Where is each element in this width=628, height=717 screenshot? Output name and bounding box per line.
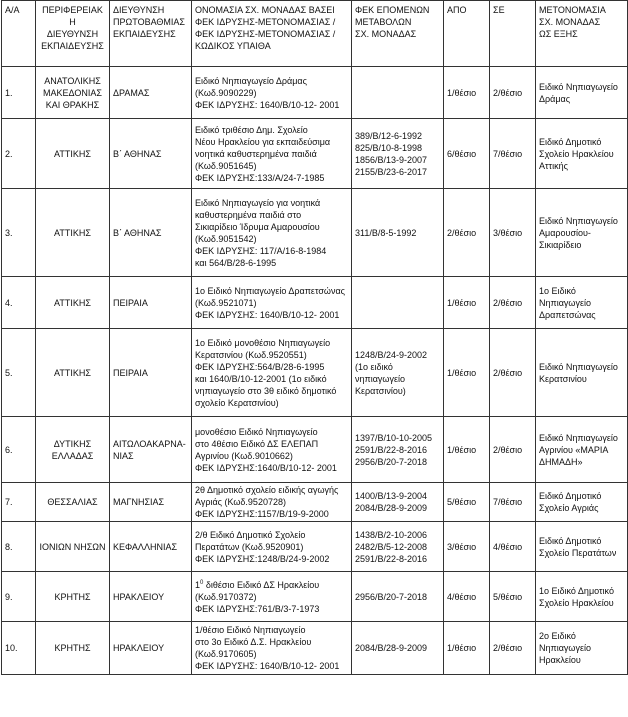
cell-name-line: 1/θέσιο Ειδικό Νηπιαγωγείο <box>195 625 306 635</box>
cell-region <box>36 417 110 483</box>
cell-fek-line: 1856/Β/13-9-2007 <box>355 154 428 165</box>
cell-fek <box>352 417 444 483</box>
table-row <box>2 119 628 189</box>
cell-directorate-line: ΔΡΑΜΑΣ <box>113 87 150 98</box>
cell-aa-text: 8. <box>5 541 13 552</box>
header-directorate-line: ΔΙΕΥΘΥΝΣΗ <box>113 5 165 15</box>
cell-region-line: ΑΤΤΙΚΗΣ <box>54 297 91 308</box>
cell-se <box>490 119 536 189</box>
cell-se-text: 7/θέσιο <box>493 148 523 159</box>
cell-name-line: ΦΕΚ ΙΔΡΥΣΗΣ:761/Β/3-7-1973 <box>195 603 320 614</box>
cell-rename <box>536 189 628 277</box>
cell-se <box>490 67 536 119</box>
cell-name-line: 1ο Ειδικό μονοθέσιο Νηπιαγωγείο <box>195 337 331 348</box>
cell-fek <box>352 622 444 675</box>
cell-directorate-line: ΠΕΙΡΑΙΑ <box>113 297 148 308</box>
cell-name-line: στο 3ο Ειδικό Δ.Σ. Ηρακλείου <box>195 637 312 647</box>
cell-rename-line: ΔΗΜΑΔΗ» <box>539 456 583 467</box>
header-apo: ΑΠΟ <box>444 1 490 67</box>
cell-directorate <box>110 189 192 277</box>
cell-name-line: (Κωδ.9051645) <box>195 160 257 171</box>
cell-se-text: 7/θέσιο <box>493 497 523 507</box>
table-row <box>2 622 628 675</box>
cell-fek <box>352 329 444 417</box>
cell-directorate <box>110 483 192 522</box>
table-body <box>2 67 628 675</box>
cell-name-line: νοητικά καθυστερημένα παιδιά <box>195 148 317 159</box>
cell-rename-line: Ειδικό Νηπιαγωγείο <box>539 81 618 92</box>
header-se: ΣΕ <box>490 1 536 67</box>
cell-apo-text: 1/θέσιο <box>447 367 477 378</box>
cell-region <box>36 277 110 329</box>
header-name-line: ΟΝΟΜΑΣΙΑ ΣΧ. ΜΟΝΑΔΑΣ ΒΑΣΕΙ <box>195 5 335 15</box>
cell-directorate <box>110 622 192 675</box>
header-name-line: ΦΕΚ ΙΔΡΥΣΗΣ-ΜΕΤΟΝΟΜΑΣΙΑΣ / <box>195 29 336 39</box>
header-rename-line: ΜΕΤΟΝΟΜΑΣΙΑ <box>539 5 606 15</box>
cell-name-line: ΦΕΚ ΙΔΡΥΣΗΣ: 1640/Β/10-12- 2001 <box>195 99 340 110</box>
cell-name <box>192 483 352 522</box>
cell-directorate <box>110 329 192 417</box>
cell-rename-line: Ειδικό Δημοτικό <box>539 136 602 147</box>
cell-name-line: 1ο Ειδικό Νηπιαγωγείο Δραπετσώνας <box>195 285 345 296</box>
cell-se-text: 3/θέσιο <box>493 227 523 238</box>
cell-directorate <box>110 67 192 119</box>
cell-region <box>36 189 110 277</box>
cell-name-line: Κερατσινίου (Κωδ.9520551) <box>195 349 307 360</box>
cell-fek-line: 1400/Β/13-9-2004 <box>355 491 428 501</box>
cell-name <box>192 119 352 189</box>
cell-aa <box>2 329 36 417</box>
cell-rename <box>536 483 628 522</box>
cell-aa <box>2 483 36 522</box>
cell-fek-line: 825/Β/10-8-1998 <box>355 142 423 153</box>
cell-fek-line: 311/Β/8-5-1992 <box>355 227 417 238</box>
cell-rename-line: 1ο Ειδικό <box>539 285 576 296</box>
cell-rename <box>536 522 628 572</box>
cell-directorate <box>110 572 192 622</box>
cell-fek-line: 2591/Β/22-8-2016 <box>355 553 428 564</box>
cell-apo-text: 1/θέσιο <box>447 297 477 308</box>
cell-region-line: ΚΡΗΤΗΣ <box>54 591 91 602</box>
cell-region-line: ΕΛΛΑΔΑΣ <box>51 450 94 461</box>
cell-aa <box>2 67 36 119</box>
cell-fek-line: 2155/Β/23-6-2017 <box>355 166 428 177</box>
header-fek <box>352 1 444 67</box>
cell-name-line: 2/θ Ειδικό Δημοτικό Σχολείο <box>195 529 306 540</box>
cell-directorate-line: ΠΕΙΡΑΙΑ <box>113 367 148 378</box>
cell-name-line <box>195 579 348 591</box>
header-fek-line: ΜΕΤΑΒΟΛΩΝ <box>355 17 412 27</box>
cell-rename-line: 2ο Ειδικό <box>539 631 576 641</box>
cell-region <box>36 622 110 675</box>
header-name <box>192 1 352 67</box>
cell-name-line: Νέου Ηρακλείου για εκπαιδεύσιμα <box>195 136 331 147</box>
cell-apo <box>444 417 490 483</box>
cell-apo-text: 2/θέσιο <box>447 227 477 238</box>
cell-apo-text: 1/θέσιο <box>447 643 477 653</box>
cell-rename-line: Δραπετσώνας <box>539 309 596 320</box>
cell-rename-line: Νηπιαγωγείο <box>539 297 591 308</box>
cell-apo <box>444 67 490 119</box>
table-row <box>2 572 628 622</box>
cell-se <box>490 189 536 277</box>
cell-apo-text: 4/θέσιο <box>447 591 477 602</box>
cell-directorate-line: ΝΙΑΣ <box>113 450 134 461</box>
table-row <box>2 417 628 483</box>
cell-rename <box>536 119 628 189</box>
cell-name-line: νηπιαγωγείο στο 3θ ειδικό δημοτικό <box>195 385 337 396</box>
cell-aa <box>2 417 36 483</box>
cell-rename-line: Σικιαρίδειο <box>539 239 582 250</box>
cell-name-number: 1 <box>195 579 201 590</box>
cell-rename-line: Σχολείο Περατάτων <box>539 547 617 558</box>
cell-se <box>490 417 536 483</box>
cell-apo <box>444 329 490 417</box>
cell-name-line: (Κωδ.9051542) <box>195 233 257 244</box>
cell-apo <box>444 622 490 675</box>
cell-name-line: (Κωδ.9170372) <box>195 591 257 602</box>
cell-rename <box>536 622 628 675</box>
cell-fek-line: νηπιαγωγείο <box>355 373 405 384</box>
cell-name <box>192 277 352 329</box>
cell-aa-text: 4. <box>5 297 13 308</box>
cell-name <box>192 522 352 572</box>
cell-name <box>192 329 352 417</box>
cell-name-line: Αγριάς (Κωδ.9520728) <box>195 497 286 507</box>
cell-region-line: ΚΑΙ ΘΡΑΚΗΣ <box>45 99 100 110</box>
cell-aa <box>2 119 36 189</box>
cell-fek-line: 1248/Β/24-9-2002 <box>355 349 428 360</box>
cell-apo-text: 1/θέσιο <box>447 444 477 455</box>
cell-region-line: ΜΑΚΕΔΟΝΙΑΣ <box>43 87 102 98</box>
cell-region-line: ΘΕΣΣΑΛΙΑΣ <box>47 497 98 507</box>
cell-apo-text: 5/θέσιο <box>447 497 477 507</box>
cell-aa-text: 9. <box>5 591 13 602</box>
cell-rename-line: Ειδικό Νηπιαγωγείο <box>539 432 618 443</box>
header-region-line: ΠΕΡΙΦΕΡΕΙΑΚΗ <box>42 5 103 27</box>
cell-fek <box>352 189 444 277</box>
cell-directorate-line: ΜΑΓΝΗΣΙΑΣ <box>113 497 165 507</box>
header-directorate-line: ΕΚΠΑΙΔΕΥΣΗΣ <box>113 29 176 39</box>
cell-region-line: ΑΝΑΤΟΛΙΚΗΣ <box>44 75 101 86</box>
cell-fek <box>352 483 444 522</box>
cell-fek-line: 2084/Β/28-9-2009 <box>355 643 428 653</box>
table-row <box>2 329 628 417</box>
header-rename <box>536 1 628 67</box>
cell-region-line: ΙΟΝΙΩΝ ΝΗΣΩΝ <box>39 541 106 552</box>
cell-directorate-line: ΚΕΦΑΛΛΗΝΙΑΣ <box>113 541 178 552</box>
cell-name-line: Αγρινίου (Κωδ.9010662) <box>195 450 293 461</box>
header-region-line: ΕΚΠΑΙΔΕΥΣΗΣ <box>41 41 104 51</box>
header-fek-line: ΦΕΚ ΕΠΟΜΕΝΩΝ <box>355 5 430 15</box>
cell-region <box>36 483 110 522</box>
cell-fek <box>352 572 444 622</box>
cell-apo <box>444 119 490 189</box>
cell-region <box>36 522 110 572</box>
cell-name-line: (Κωδ.9170605) <box>195 649 257 659</box>
cell-apo-text: 6/θέσιο <box>447 148 477 159</box>
cell-fek-line: 389/Β/12-6-1992 <box>355 130 423 141</box>
cell-apo <box>444 483 490 522</box>
cell-directorate <box>110 522 192 572</box>
cell-aa <box>2 522 36 572</box>
cell-fek-line: 2956/Β/20-7-2018 <box>355 591 428 602</box>
cell-rename-line: Νηπιαγωγείο <box>539 643 591 653</box>
cell-fek-line: 2482/Β/5-12-2008 <box>355 541 428 552</box>
cell-region <box>36 572 110 622</box>
cell-se-text: 4/θέσιο <box>493 541 523 552</box>
cell-rename-line: Αγρινίου «ΜΑΡΙΑ <box>539 444 609 455</box>
header-rename-line: ΣΧ. ΜΟΝΑΔΑΣ <box>539 17 601 27</box>
cell-fek <box>352 522 444 572</box>
header-directorate <box>110 1 192 67</box>
cell-apo <box>444 277 490 329</box>
header-name-line: ΦΕΚ ΙΔΡΥΣΗΣ-ΜΕΤΟΝΟΜΑΣΙΑΣ / <box>195 17 336 27</box>
cell-rename-line: Αττικής <box>539 160 568 171</box>
cell-se <box>490 483 536 522</box>
cell-name-line: Ειδικό τριθέσιο Δημ. Σχολείο <box>195 124 308 135</box>
cell-apo <box>444 572 490 622</box>
header-row <box>2 1 628 67</box>
cell-fek-line: 2956/Β/20-7-2018 <box>355 456 428 467</box>
header-rename-line: ΩΣ ΕΞΗΣ <box>539 29 578 39</box>
cell-region-line: ΑΤΤΙΚΗΣ <box>54 367 91 378</box>
cell-name-line: Ειδικό Νηπιαγωγείο Δράμας <box>195 75 307 86</box>
cell-rename <box>536 417 628 483</box>
cell-rename-line: 1ο Ειδικό Δημοτικό <box>539 585 614 596</box>
cell-fek-line: 2084/Β/28-9-2009 <box>355 503 428 513</box>
cell-region-line: ΑΤΤΙΚΗΣ <box>54 227 91 238</box>
header-directorate-line: ΠΡΩΤΟΒΑΘΜΙΑΣ <box>113 17 185 27</box>
cell-rename-line: Σχολείο Αγριάς <box>539 503 599 513</box>
cell-se-text: 2/θέσιο <box>493 444 523 455</box>
cell-name <box>192 622 352 675</box>
cell-se <box>490 622 536 675</box>
cell-region-line: ΔΥΤΙΚΗΣ <box>53 438 92 449</box>
cell-region <box>36 329 110 417</box>
cell-aa-text: 10. <box>5 643 18 653</box>
cell-apo <box>444 189 490 277</box>
cell-aa <box>2 572 36 622</box>
table-row <box>2 67 628 119</box>
cell-aa <box>2 189 36 277</box>
table-row <box>2 277 628 329</box>
cell-rename <box>536 572 628 622</box>
cell-se <box>490 277 536 329</box>
cell-rename-line: Σχολείο Ηρακλείου <box>539 597 614 608</box>
cell-rename-line: Ειδικό Δημοτικό <box>539 491 602 501</box>
cell-apo-text: 3/θέσιο <box>447 541 477 552</box>
cell-name-line: ΦΕΚ ΙΔΡΥΣΗΣ:1248/Β/24-9-2002 <box>195 553 330 564</box>
cell-directorate-line: ΑΙΤΩΛΟΑΚΑΡΝΑ- <box>113 438 186 449</box>
cell-fek <box>352 67 444 119</box>
cell-name <box>192 572 352 622</box>
cell-aa <box>2 277 36 329</box>
cell-name-ordinal: 0 <box>200 579 204 586</box>
cell-directorate-line: ΗΡΑΚΛΕΙΟΥ <box>113 591 165 602</box>
cell-name-line: ΦΕΚ ΙΔΡΥΣΗΣ: 117/Α/16-8-1984 <box>195 245 327 256</box>
header-fek-line: ΣΧ. ΜΟΝΑΔΑΣ <box>355 29 417 39</box>
cell-region-line: ΑΤΤΙΚΗΣ <box>54 148 91 159</box>
cell-se-text: 2/θέσιο <box>493 87 523 98</box>
cell-directorate <box>110 277 192 329</box>
cell-fek-line: (1ο ειδικό <box>355 361 393 372</box>
cell-directorate <box>110 417 192 483</box>
cell-apo <box>444 522 490 572</box>
cell-se-text: 5/θέσιο <box>493 591 523 602</box>
cell-name-line: ΦΕΚ ΙΔΡΥΣΗΣ: 1640/Β/10-12- 2001 <box>195 309 340 320</box>
cell-fek-line: Κερατσινίου) <box>355 385 406 396</box>
cell-name-line: μονοθέσιο Ειδικό Νηπιαγωγείο <box>195 426 318 437</box>
cell-directorate-line: Β΄ ΑΘΗΝΑΣ <box>113 148 162 159</box>
cell-fek-line: 1397/Β/10-10-2005 <box>355 432 433 443</box>
cell-rename-line: Ειδικό Νηπιαγωγείο <box>539 361 618 372</box>
cell-region-line: ΚΡΗΤΗΣ <box>54 643 91 653</box>
cell-rename-line: Σχολείο Ηρακλείου <box>539 148 614 159</box>
cell-name-line: Σικιαρίδειο Ίδρυμα Αμαρουσίου <box>195 221 320 232</box>
cell-rename-line: Αμαρουσίου- <box>539 227 591 238</box>
cell-name-line: και 564/Β/28-6-1995 <box>195 257 277 268</box>
cell-name-line: ΦΕΚ ΙΔΡΥΣΗΣ: 1640/Β/10-12- 2001 <box>195 661 340 671</box>
header-name-line: ΚΩΔΙΚΟΣ ΥΠΑΙΘΑ <box>195 41 271 51</box>
header-region-line: ΔΙΕΥΘΥΝΣΗ <box>46 29 99 39</box>
cell-rename-line: Δράμας <box>539 93 571 104</box>
cell-aa-text: 1. <box>5 87 13 98</box>
table-row <box>2 522 628 572</box>
cell-aa-text: 2. <box>5 148 13 159</box>
table-row <box>2 189 628 277</box>
cell-rename <box>536 329 628 417</box>
cell-name-line: ΦΕΚ ΙΔΡΥΣΗΣ:133/Α/24-7-1985 <box>195 172 325 183</box>
cell-fek <box>352 119 444 189</box>
cell-name-line: (Κωδ.9521071) <box>195 297 257 308</box>
cell-directorate <box>110 119 192 189</box>
cell-rename-line: Ειδικό Νηπιαγωγείο <box>539 215 618 226</box>
cell-se-text: 2/θέσιο <box>493 643 523 653</box>
cell-aa <box>2 622 36 675</box>
cell-region <box>36 119 110 189</box>
cell-aa-text: 6. <box>5 444 13 455</box>
cell-name-rest: διθέσιο Ειδικό ΔΣ Ηρακλείου <box>203 579 320 590</box>
cell-fek-line: 1438/Β/2-10-2006 <box>355 529 428 540</box>
cell-name-line: σχολείο Κερατσινίου) <box>195 397 279 408</box>
cell-se <box>490 329 536 417</box>
table-row <box>2 483 628 522</box>
cell-name-line: ΦΕΚ ΙΔΡΥΣΗΣ:1640/Β/10-12- 2001 <box>195 462 337 473</box>
cell-rename-line: Ηρακλείου <box>539 655 581 665</box>
cell-se <box>490 522 536 572</box>
header-aa: Α/Α <box>2 1 36 67</box>
cell-name <box>192 417 352 483</box>
cell-rename-line: Κερατσινίου <box>539 373 587 384</box>
cell-directorate-line: ΗΡΑΚΛΕΙΟΥ <box>113 643 165 653</box>
cell-name-line: 2θ Δημοτικό σχολείο ειδικής αγωγής <box>195 485 339 495</box>
cell-aa-text: 3. <box>5 227 13 238</box>
cell-fek <box>352 277 444 329</box>
cell-rename <box>536 277 628 329</box>
cell-rename <box>536 67 628 119</box>
cell-region <box>36 67 110 119</box>
cell-name-line: στο 4θέσιο Ειδικό ΔΣ ΕΛΕΠΑΠ <box>195 438 319 449</box>
cell-name-line: και 1640/Β/10-12-2001 (1ο ειδικό <box>195 373 327 384</box>
cell-name <box>192 67 352 119</box>
header-region <box>36 1 110 67</box>
cell-name-line: Ειδικό Νηπιαγωγείο για νοητικά <box>195 197 321 208</box>
cell-fek-line: 2591/Β/22-8-2016 <box>355 444 428 455</box>
cell-name-line: ΦΕΚ ΙΔΡΥΣΗΣ:1157/Β/19-9-2000 <box>195 509 329 519</box>
rename-table <box>1 0 628 675</box>
cell-se-text: 2/θέσιο <box>493 297 523 308</box>
cell-name-line: (Κωδ.9090229) <box>195 87 257 98</box>
cell-apo-text: 1/θέσιο <box>447 87 477 98</box>
cell-rename-line: Ειδικό Δημοτικό <box>539 535 602 546</box>
cell-aa-text: 7. <box>5 497 13 507</box>
cell-se-text: 2/θέσιο <box>493 367 523 378</box>
cell-se <box>490 572 536 622</box>
cell-name-line: καθυστερημένα παιδιά στο <box>195 209 302 220</box>
cell-name-line: ΦΕΚ ΙΔΡΥΣΗΣ:564/Β/28-6-1995 <box>195 361 325 372</box>
cell-aa-text: 5. <box>5 367 13 378</box>
cell-name <box>192 189 352 277</box>
table-header <box>2 1 628 67</box>
cell-name-line: Περατάτων (Κωδ.9520901) <box>195 541 304 552</box>
cell-directorate-line: Β΄ ΑΘΗΝΑΣ <box>113 227 162 238</box>
